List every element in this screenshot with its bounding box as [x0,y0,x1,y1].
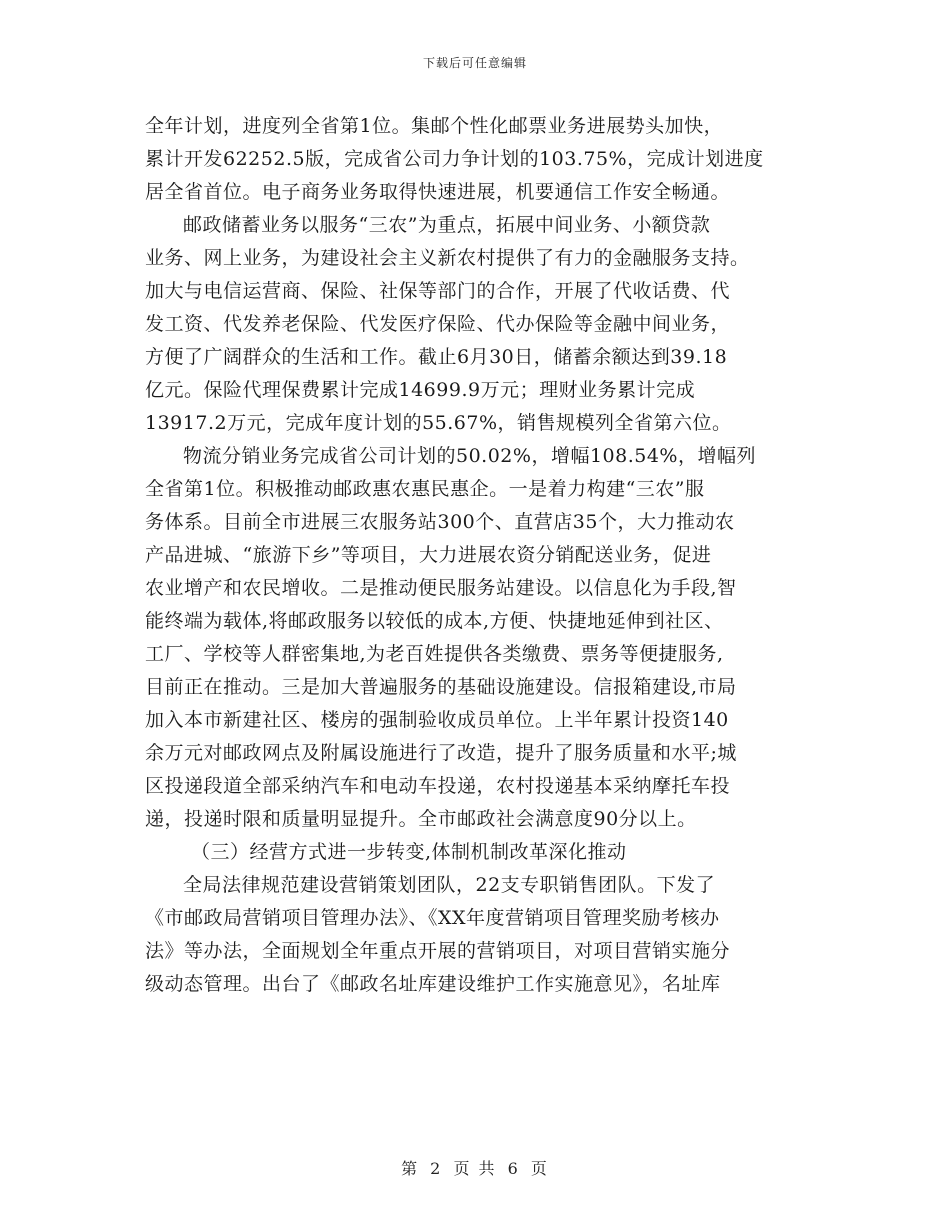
page-footer [0,1156,950,1179]
header-text: 下载后可任意编辑 [422,56,527,70]
footer-middle: 页 共 [453,1159,497,1178]
text-line: 全局法律规范建设营销策划团队，22支专职销售团队。下发了 [183,874,716,896]
text-line: 全年计划，进度列全省第1位。集邮个性化邮票业务进展势头加快， [145,115,724,137]
text-line: 目前正在推动。三是加大普遍服务的基础设施建设。信报箱建设,市局 [145,676,737,698]
text-line: 递，投递时限和质量明显提升。全市邮政社会满意度90分以上。 [145,808,697,830]
text-line: 余万元对邮政网点及附属设施进行了改造，提升了服务质量和水平;城 [145,742,737,764]
text-line: 《市邮政局营销项目管理办法》、《XX年度营销项目管理奖励考核办 [145,907,720,929]
text-line: 加大与电信运营商、保险、社保等部门的合作，开展了代收话费、代 [145,280,731,302]
text-line: 法》等办法，全面规划全年重点开展的营销项目，对项目营销实施分 [145,940,731,962]
text-line: 农业增产和农民增收。二是推动便民服务站建设。以信息化为手段,智 [145,577,737,599]
footer-suffix: 页 [530,1159,549,1178]
text-line: 方便了广阔群众的生活和工作。截止6月30日，储蓄余额达到39.18 [145,346,728,368]
footer-total-pages: 6 [507,1159,520,1178]
text-line: 加入本市新建社区、楼房的强制验收成员单位。上半年累计投资140 [145,709,729,731]
footer-current-page: 2 [430,1159,443,1178]
text-line: 能终端为载体,将邮政服务以较低的成本,方便、快捷地延伸到社区、 [145,610,724,632]
footer-prefix: 第 [401,1159,420,1178]
text-line: 产品进城、“旅游下乡”等项目，大力进展农资分销配送业务，促进 [145,544,712,566]
text-line: 全省第1位。积极推动邮政惠农惠民惠企。一是着力构建“三农”服 [145,478,705,500]
text-line: 务体系。目前全市进展三农服务站300个、直营店35个，大力推动农 [145,511,735,533]
text-line: 工厂、学校等人群密集地,为老百姓提供各类缴费、票务等便捷服务, [145,643,724,665]
text-line: 区投递段道全部采纳汽车和电动车投递，农村投递基本采纳摩托车投 [145,775,731,797]
text-line: 累计开发62252.5版，完成省公司力争计划的103.75%，完成计划进度 [145,148,764,170]
document-body [145,110,805,1001]
text-line: 邮政储蓄业务以服务“三农”为重点，拓展中间业务、小额贷款 [183,214,711,236]
text-line: 物流分销业务完成省公司计划的50.02%，增幅108.54%，增幅列 [183,445,756,467]
text-line: 业务、网上业务，为建设社会主义新农村提供了有力的金融服务支持。 [145,247,750,269]
section-heading: （三）经营方式进一步转变,体制机制改革深化推动 [191,841,627,863]
text-line: 发工资、代发养老保险、代发医疗保险、代办保险等金融中间业务， [145,313,731,335]
page-header [0,54,950,71]
text-line: 级动态管理。出台了《邮政名址库建设维护工作实施意见》，名址库 [145,973,721,995]
text-line: 亿元。保险代理保费累计完成14699.9万元；理财业务累计完成 [145,379,696,401]
text-line: 13917.2万元，完成年度计划的55.67%，销售规模列全省第六位。 [145,412,732,434]
text-line: 居全省首位。电子商务业务取得快速进展，机要通信工作安全畅通。 [145,181,731,203]
